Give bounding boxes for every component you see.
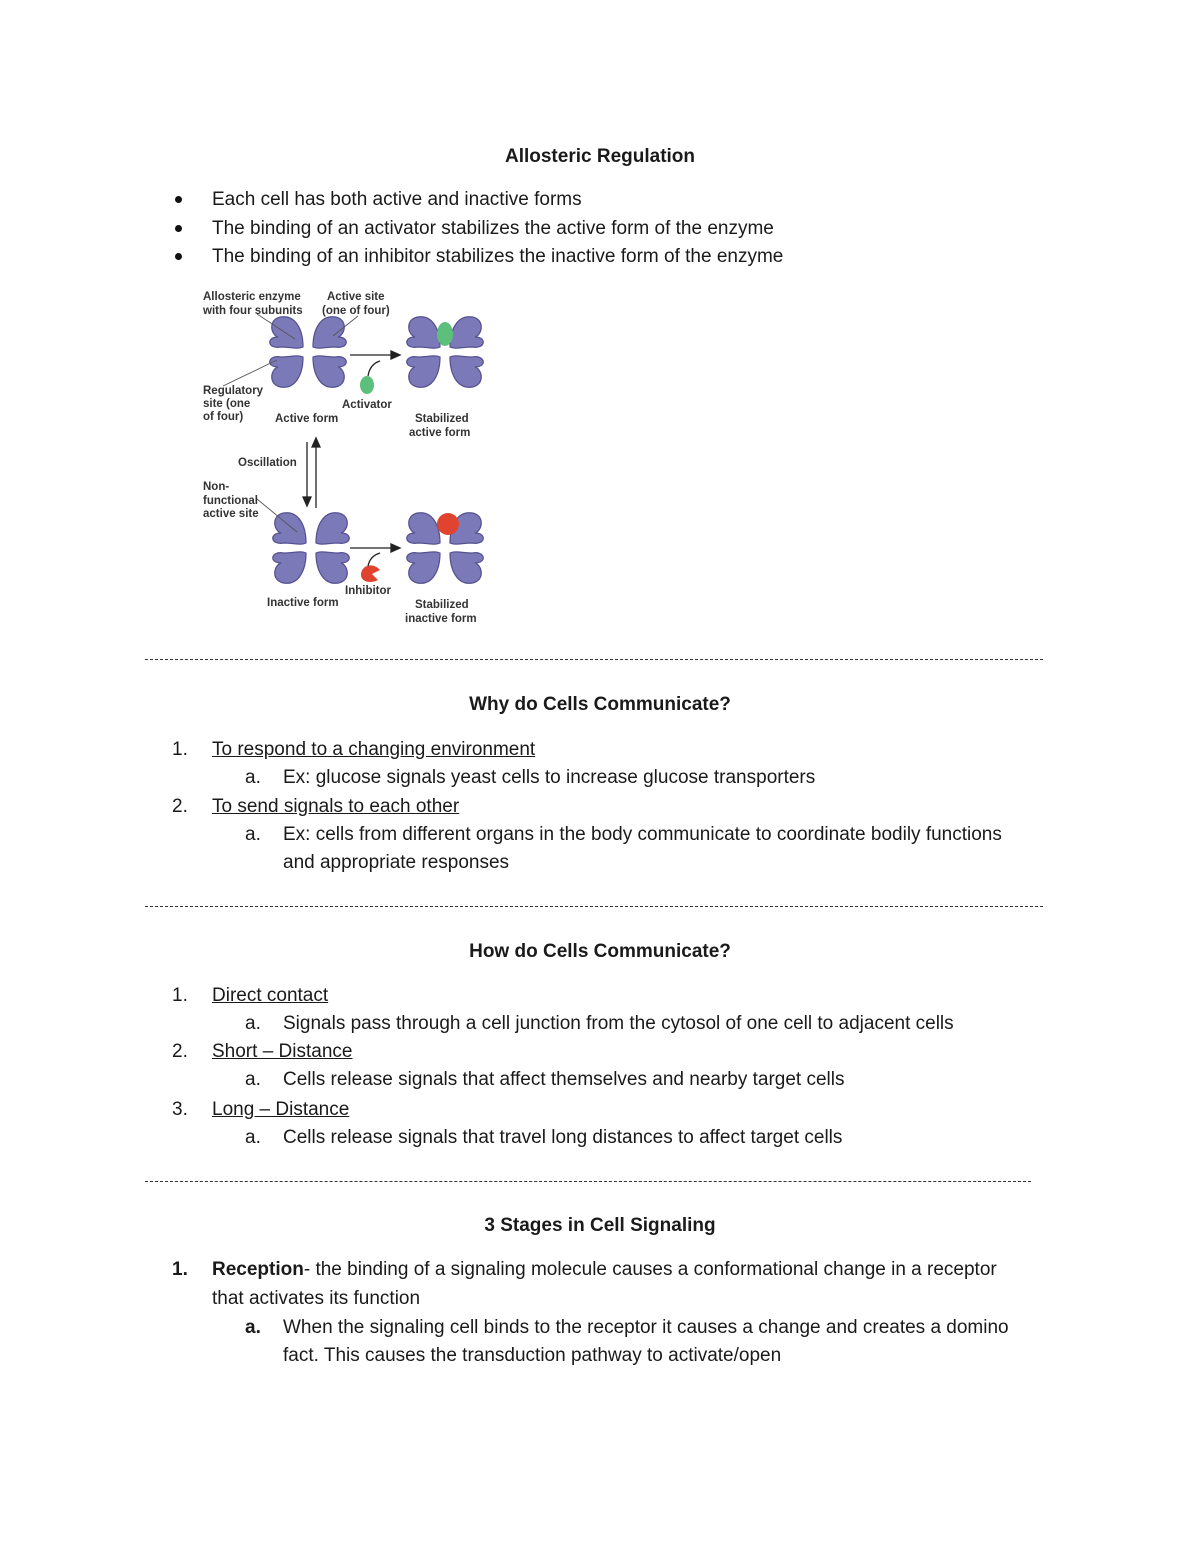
section-title-why: Why do Cells Communicate? xyxy=(469,694,731,715)
list-item: The binding of an inhibitor stabilizes the inactive form of the enzyme xyxy=(172,245,783,274)
section-title-how: How do Cells Communicate? xyxy=(469,941,731,962)
label-inactive-form: Inactive form xyxy=(267,597,339,609)
stabilized-active-enzyme xyxy=(407,317,483,388)
list-item: The binding of an activator stabilizes the active form of the enzyme xyxy=(172,217,783,246)
stabilized-inactive-enzyme xyxy=(407,513,483,584)
label-stabilized-inactive-1: Stabilized xyxy=(415,599,469,611)
label-regulatory: Regulatory xyxy=(203,385,264,397)
label-nonfunctional-3: active site xyxy=(203,508,259,520)
label-inhibitor: Inhibitor xyxy=(345,585,391,597)
divider xyxy=(145,1181,1031,1182)
active-form-enzyme xyxy=(270,317,346,388)
label-stabilized-active-1: Stabilized xyxy=(415,413,469,425)
label-allosteric-enzyme: Allosteric enzyme xyxy=(203,291,301,303)
label-one-of-four: (one of four) xyxy=(322,305,390,317)
label-active-site: Active site xyxy=(327,291,385,303)
label-activator: Activator xyxy=(342,399,392,411)
inhibitor-molecule xyxy=(361,565,380,582)
label-nonfunctional-1: Non- xyxy=(203,481,230,493)
list-item: Each cell has both active and inactive forms xyxy=(172,188,783,217)
activator-bound xyxy=(437,322,453,346)
label-oscillation: Oscillation xyxy=(238,457,297,469)
label-stabilized-inactive-2: inactive form xyxy=(405,613,477,625)
bullet-icon xyxy=(175,225,182,232)
activator-molecule xyxy=(360,376,374,394)
label-nonfunctional-2: functional xyxy=(203,495,258,507)
term-reception: Reception xyxy=(212,1259,304,1280)
document-page: Allosteric Regulation Each cell has both active and inactive forms The binding of an activator stabilizes the active form of the enzyme The binding of an inhibitor stabilizes the inactive form of the enzyme Allosteric enzyme with four subunits Active site (one of four) Regulatory site (one of four) Active form Activator Stabilized active form Oscillation Non- functional active site Inactive form Inhibitor Stabilized inactive form Why do Cells Communicate? 1. To respond to a changing environment a. Ex: glucose signals yeast cells to increase glucose transporters 2. To send signals to each other a. Ex: cells from different organs in the body communicate to coordinate bodily functions and appropriate responses How do Cells Communicate? 1. Direct contact a. Signals pass through a cell junction from the cytosol of one cell to adjacent cells 2. Short – Distance a. Cells release signals that affect themselves and nearby target cells 3. Long – Distance a. Cells release signals that travel long distances to affect target cells 3 Stages in Cell Signaling 1. Reception- the binding of a signaling molecule causes a conformational change in a receptor that activates its function a. When the signaling cell binds to the receptor it causes a change and creates a domino fact. This causes the transduction pathway to activate/open xyxy=(0,0,1200,1553)
inactive-form-enzyme xyxy=(273,513,349,584)
section-title-stages: 3 Stages in Cell Signaling xyxy=(484,1215,716,1236)
label-site-one: site (one xyxy=(203,398,251,410)
label-four-subunits: with four subunits xyxy=(203,305,303,317)
allosteric-enzyme-diagram xyxy=(195,284,500,629)
label-of-four: of four) xyxy=(203,411,244,423)
divider xyxy=(145,906,1043,907)
label-stabilized-active-2: active form xyxy=(409,427,471,439)
label-active-form: Active form xyxy=(275,413,339,425)
inhibitor-bound xyxy=(437,513,459,535)
section-title-allosteric: Allosteric Regulation xyxy=(504,146,696,167)
allosteric-bullet-list xyxy=(172,188,783,274)
bullet-icon xyxy=(175,253,182,260)
bullet-icon xyxy=(175,196,182,203)
divider xyxy=(145,659,1043,660)
